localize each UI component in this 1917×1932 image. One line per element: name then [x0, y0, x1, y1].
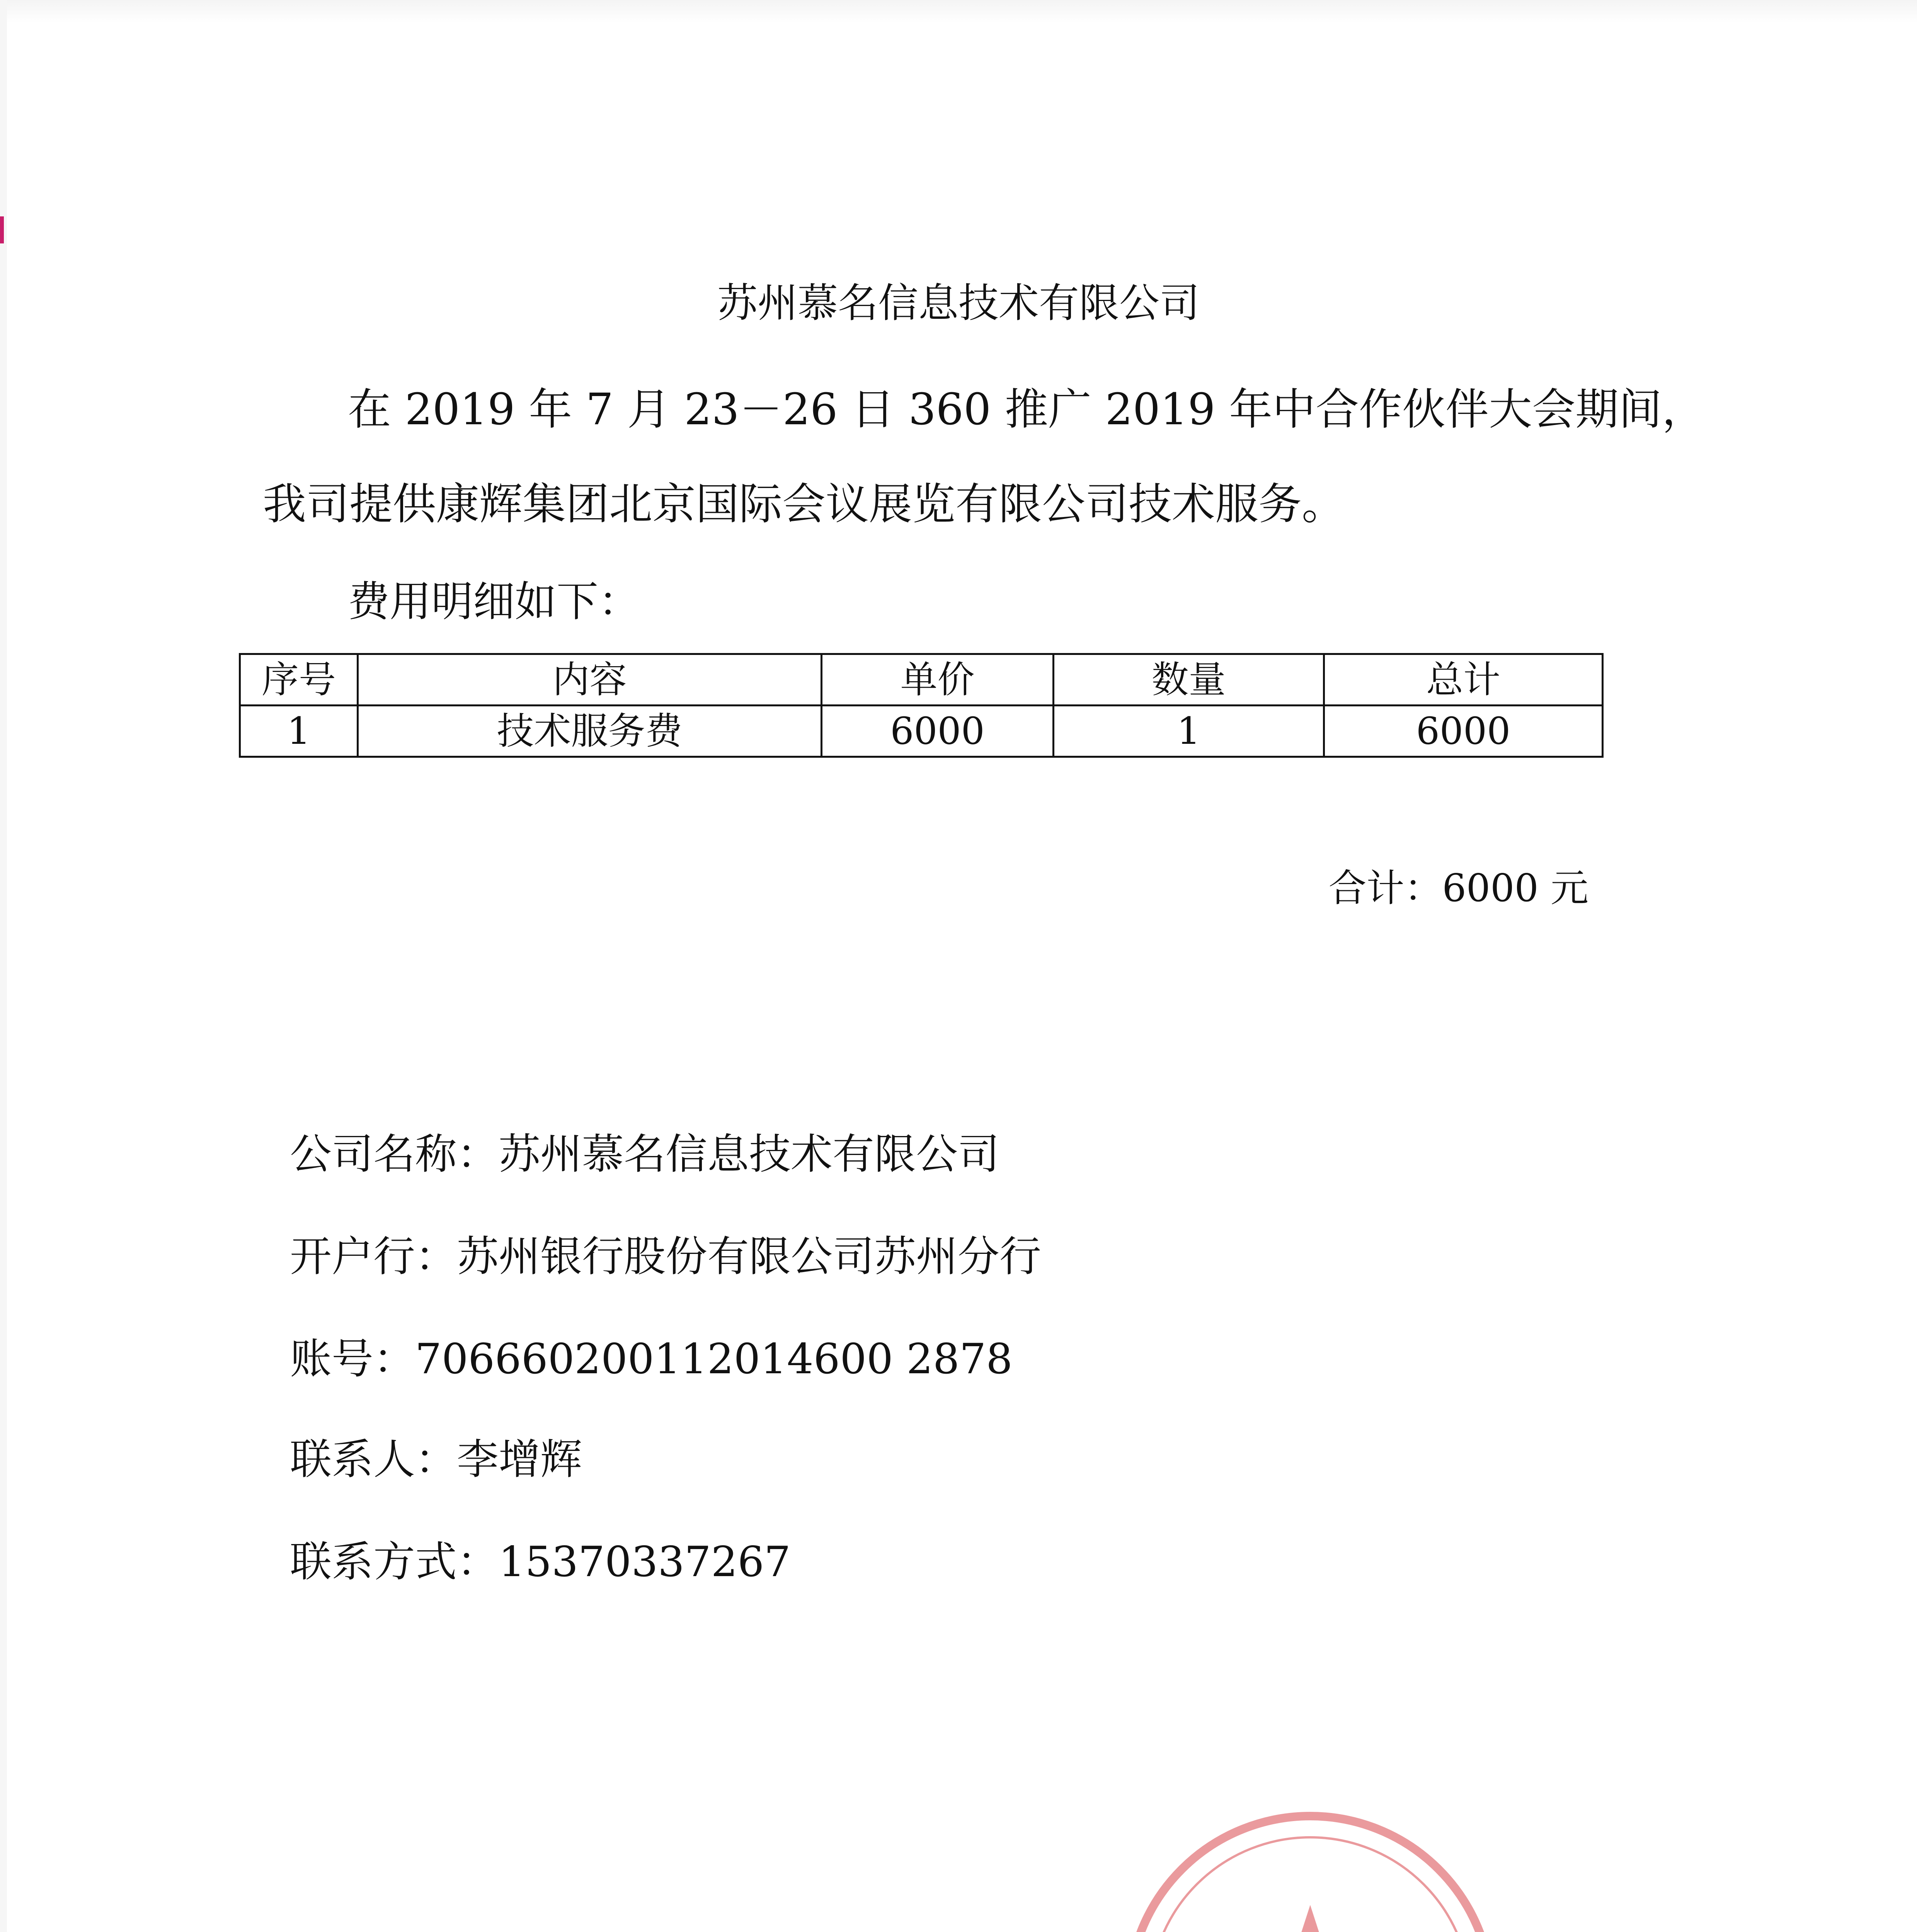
- fee-table: [239, 653, 1604, 758]
- account-line: 账号：706660200112014600 2878: [290, 1335, 1013, 1383]
- bank-line: 开户行：苏州银行股份有限公司苏州分行: [290, 1233, 1042, 1281]
- header-unit-price: 单价: [822, 654, 1054, 706]
- table-header-row: [240, 654, 1603, 706]
- contact-line: 联系人：李增辉: [290, 1435, 582, 1484]
- paragraph-service: 我司提供康辉集团北京国际会议展览有限公司技术服务。: [263, 479, 1345, 529]
- grand-total: 合计：6000 元: [1328, 866, 1588, 910]
- header-index: 序号: [240, 654, 358, 706]
- paragraph-event: 在 2019 年 7 月 23－26 日 360 推广 2019 年中合作伙伴大会期间，: [348, 384, 1706, 435]
- paragraph-fee-intro: 费用明细如下：: [348, 578, 640, 626]
- company-seal: [1113, 1801, 1507, 1932]
- seal-star: [1219, 1905, 1401, 1932]
- header-content: 内容: [358, 654, 822, 706]
- cell-content: 技术服务费: [358, 706, 822, 757]
- cell-index: 1: [240, 706, 358, 757]
- table-row: [240, 706, 1603, 757]
- cell-quantity: 1: [1054, 706, 1324, 757]
- header-total: 总计: [1324, 654, 1603, 706]
- cell-total: 6000: [1324, 706, 1603, 757]
- company-name-line: 公司名称：苏州慕名信息技术有限公司: [290, 1130, 1000, 1179]
- cell-unit-price: 6000: [822, 706, 1054, 757]
- scan-edge: [0, 0, 1917, 23]
- margin-mark: [0, 216, 4, 243]
- header-quantity: 数量: [1054, 654, 1324, 706]
- document-title: 苏州慕名信息技术有限公司: [717, 279, 1200, 327]
- phone-line: 联系方式：15370337267: [290, 1538, 791, 1586]
